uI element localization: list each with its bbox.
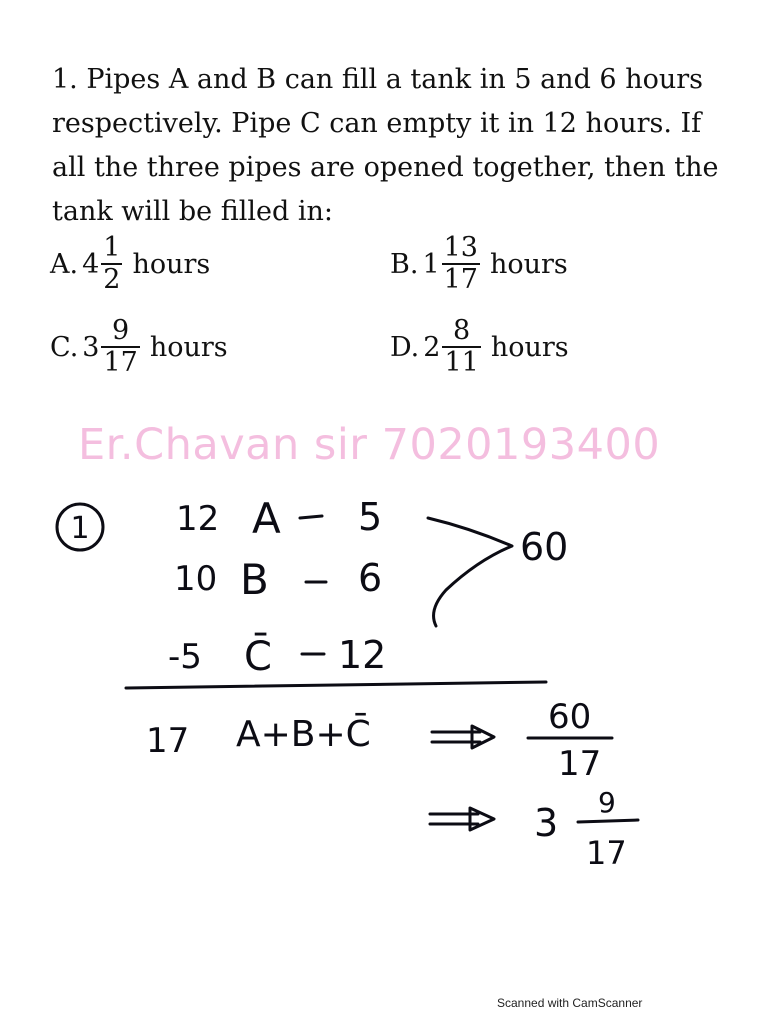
question-number-label: 1 xyxy=(70,511,90,546)
row-a-dash xyxy=(300,516,322,518)
option-unit: hours xyxy=(149,331,228,363)
option-prefix: A. xyxy=(50,248,79,280)
row-b-time: 6 xyxy=(358,556,383,600)
question-text: 1. Pipes A and B can fill a tank in 5 and 6 hours respectively. Pipe C can empty it in 12 hours. If all the three pipes are opened together, then the tank will be filled in: xyxy=(52,64,719,227)
option-prefix: C. xyxy=(50,331,79,363)
fraction-numerator: 8 xyxy=(453,315,471,346)
total-efficiency: 17 xyxy=(146,721,190,761)
final-fraction-bar xyxy=(578,820,638,822)
result-numerator: 60 xyxy=(548,697,592,737)
arrow-icon xyxy=(432,726,494,748)
lcm-value: 60 xyxy=(520,525,569,569)
final-numerator: 9 xyxy=(598,786,616,819)
fraction-numerator: 9 xyxy=(112,315,130,346)
fraction-numerator: 1 xyxy=(103,232,121,263)
scanner-footer: Scanned with CamScanner xyxy=(497,996,643,1010)
option-prefix: D. xyxy=(390,331,420,363)
combined-pipes: A+B+C̄ xyxy=(236,714,371,755)
row-c-pipe: C̄ xyxy=(244,634,272,680)
final-whole: 3 xyxy=(534,801,559,845)
fraction-numerator: 13 xyxy=(443,232,478,263)
option-unit: hours xyxy=(132,248,211,280)
option-whole: 1 xyxy=(422,248,440,280)
row-b-efficiency: 10 xyxy=(174,559,218,599)
sum-line xyxy=(126,682,546,688)
final-denominator: 17 xyxy=(586,834,627,872)
fraction-denominator: 11 xyxy=(444,347,479,378)
row-a-time: 5 xyxy=(358,495,383,539)
lcm-bracket xyxy=(428,518,512,626)
fraction-denominator: 17 xyxy=(103,347,138,378)
arrow-icon xyxy=(430,808,494,830)
fraction-denominator: 2 xyxy=(103,264,121,295)
row-a-efficiency: 12 xyxy=(176,499,220,539)
row-a-pipe: A xyxy=(252,494,281,543)
fraction-denominator: 17 xyxy=(443,264,478,295)
row-c-time: 12 xyxy=(338,633,387,677)
option-whole: 4 xyxy=(82,248,100,280)
result-denominator: 17 xyxy=(558,744,602,784)
option-whole: 2 xyxy=(423,331,441,363)
row-c-efficiency: -5 xyxy=(168,637,202,677)
option-prefix: B. xyxy=(390,248,419,280)
option-unit: hours xyxy=(489,248,568,280)
row-b-pipe: B xyxy=(240,555,269,604)
option-unit: hours xyxy=(490,331,569,363)
option-whole: 3 xyxy=(82,331,100,363)
watermark: Er.Chavan sir 7020193400 xyxy=(78,420,661,470)
